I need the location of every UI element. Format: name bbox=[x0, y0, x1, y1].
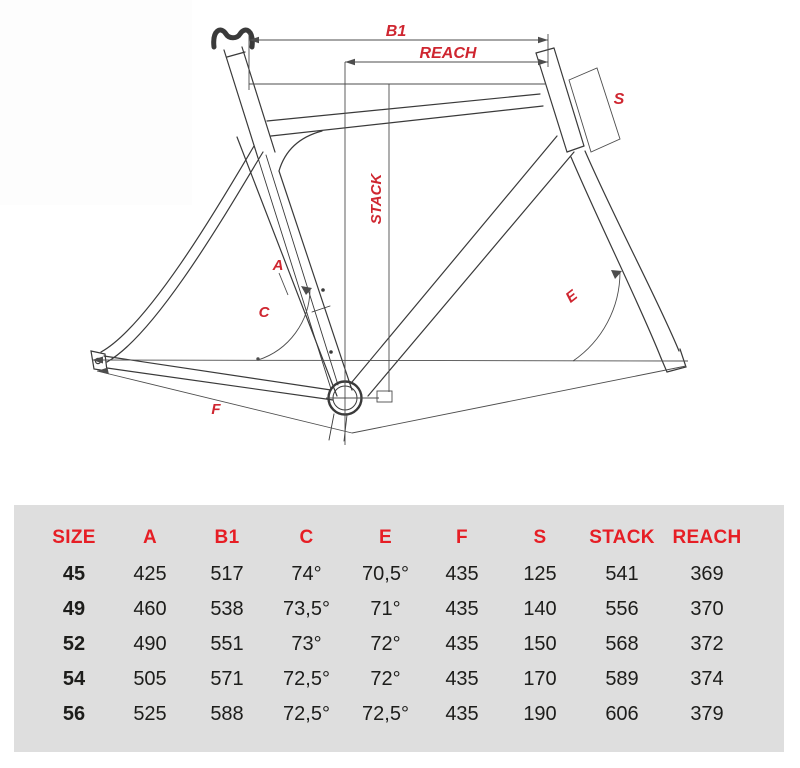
saddle-clamp bbox=[214, 30, 253, 47]
f-dimension-line bbox=[97, 371, 352, 433]
seat-tube-extension bbox=[329, 414, 334, 440]
seatpost bbox=[242, 47, 275, 152]
table-cell: 369 bbox=[690, 563, 724, 585]
fork bbox=[585, 151, 679, 351]
label-reach: REACH bbox=[419, 45, 477, 62]
table-cell: 140 bbox=[523, 598, 557, 620]
table-cell-size: 54 bbox=[62, 668, 86, 690]
seat-tube bbox=[237, 137, 337, 396]
seatpost-collar bbox=[227, 52, 245, 57]
table-cell: 71° bbox=[370, 598, 401, 620]
table-row bbox=[14, 557, 784, 592]
table-cell: 538 bbox=[210, 598, 244, 620]
table-cell: 435 bbox=[445, 563, 479, 585]
table-cell: 73,5° bbox=[283, 598, 330, 620]
table-cell: 435 bbox=[445, 703, 479, 725]
table-cell: 73° bbox=[291, 633, 322, 655]
label-stack: STACK bbox=[368, 173, 385, 225]
table-cell: 72° bbox=[370, 633, 401, 655]
arrowhead bbox=[538, 59, 548, 65]
bottle-boss bbox=[321, 288, 325, 292]
table-cell: 435 bbox=[445, 668, 479, 690]
seat-tube bbox=[279, 171, 352, 390]
seatpost bbox=[224, 50, 258, 158]
table-cell: 606 bbox=[605, 703, 639, 725]
label-a: A bbox=[272, 257, 284, 274]
table-cell: 517 bbox=[210, 563, 244, 585]
column-header-c: C bbox=[299, 527, 314, 548]
top-tube bbox=[267, 94, 540, 121]
baseline bbox=[92, 360, 688, 361]
table-cell: 435 bbox=[445, 633, 479, 655]
table-cell: 460 bbox=[133, 598, 167, 620]
head-tube bbox=[536, 48, 554, 53]
head-tube bbox=[536, 53, 567, 152]
top-tube bbox=[271, 106, 543, 136]
column-header-size: SIZE bbox=[52, 527, 96, 548]
table-cell: 435 bbox=[445, 598, 479, 620]
table-cell: 72,5° bbox=[283, 703, 330, 725]
seat-angle-arc bbox=[258, 289, 310, 360]
table-cell: 74° bbox=[291, 563, 322, 585]
table-cell: 490 bbox=[133, 633, 167, 655]
table-cell: 370 bbox=[690, 598, 724, 620]
table-cell-size: 49 bbox=[62, 598, 86, 620]
table-cell: 190 bbox=[523, 703, 557, 725]
seat-tube-fillet bbox=[279, 131, 322, 171]
bottle-boss bbox=[329, 350, 333, 354]
table-row bbox=[14, 662, 784, 697]
bb-reference-box bbox=[377, 391, 392, 402]
table-cell: 374 bbox=[690, 668, 724, 690]
seat-stay bbox=[101, 146, 254, 352]
table-row bbox=[14, 627, 784, 662]
table-cell: 525 bbox=[133, 703, 167, 725]
table-cell: 505 bbox=[133, 668, 167, 690]
table-cell: 541 bbox=[605, 563, 639, 585]
table-cell: 551 bbox=[210, 633, 244, 655]
geometry-table bbox=[14, 505, 784, 752]
dimension-lines bbox=[92, 33, 688, 445]
table-cell: 588 bbox=[210, 703, 244, 725]
arrowhead bbox=[345, 59, 355, 65]
table-cell: 425 bbox=[133, 563, 167, 585]
arrowhead bbox=[538, 37, 548, 43]
table-cell: 571 bbox=[210, 668, 244, 690]
a-leader-line bbox=[279, 273, 288, 295]
label-s: S bbox=[613, 91, 625, 108]
table-cell: 589 bbox=[605, 668, 639, 690]
frame-drawing bbox=[91, 30, 686, 441]
fork bbox=[571, 157, 661, 358]
table-cell: 72° bbox=[370, 668, 401, 690]
front-center-line bbox=[352, 366, 686, 433]
head-tube bbox=[567, 146, 584, 152]
column-header-b1: B1 bbox=[214, 527, 240, 548]
label-b1: B1 bbox=[385, 23, 407, 40]
table-cell-size: 45 bbox=[62, 563, 86, 585]
column-header-f: F bbox=[456, 527, 468, 548]
table-cell: 170 bbox=[523, 668, 557, 690]
column-header-e: E bbox=[379, 527, 392, 548]
arrowhead bbox=[92, 357, 103, 364]
head-angle-arc bbox=[573, 272, 620, 361]
table-cell: 70,5° bbox=[362, 563, 409, 585]
table-cell: 379 bbox=[690, 703, 724, 725]
dimension-labels bbox=[211, 23, 624, 418]
table-cell: 72,5° bbox=[283, 668, 330, 690]
table-row bbox=[14, 697, 784, 732]
down-tube bbox=[352, 136, 557, 382]
table-cell-size: 52 bbox=[62, 633, 86, 655]
head-tube-length-box bbox=[569, 68, 620, 152]
arc-node bbox=[256, 357, 259, 360]
label-e: E bbox=[562, 286, 581, 307]
table-row bbox=[14, 592, 784, 627]
head-tube bbox=[554, 48, 584, 146]
arrowhead bbox=[97, 368, 109, 375]
down-tube bbox=[368, 152, 574, 396]
table-cell: 568 bbox=[605, 633, 639, 655]
table-cell: 150 bbox=[523, 633, 557, 655]
table-header-row bbox=[14, 505, 784, 557]
label-c: C bbox=[258, 304, 270, 321]
table-cell-size: 56 bbox=[62, 703, 86, 725]
seat-tube-mark bbox=[312, 306, 330, 312]
geometry-table-grid bbox=[14, 505, 784, 732]
table-cell: 372 bbox=[690, 633, 724, 655]
table-cell: 72,5° bbox=[362, 703, 409, 725]
seatpost-inner bbox=[258, 158, 331, 389]
table-cell: 125 bbox=[523, 563, 557, 585]
column-header-a: A bbox=[142, 527, 158, 548]
table-cell: 556 bbox=[605, 598, 639, 620]
label-f: F bbox=[211, 401, 221, 418]
column-header-reach: REACH bbox=[672, 527, 742, 548]
column-header-s: S bbox=[533, 527, 547, 548]
column-header-stack: STACK bbox=[589, 527, 655, 548]
seat-tube-extension bbox=[344, 415, 347, 441]
